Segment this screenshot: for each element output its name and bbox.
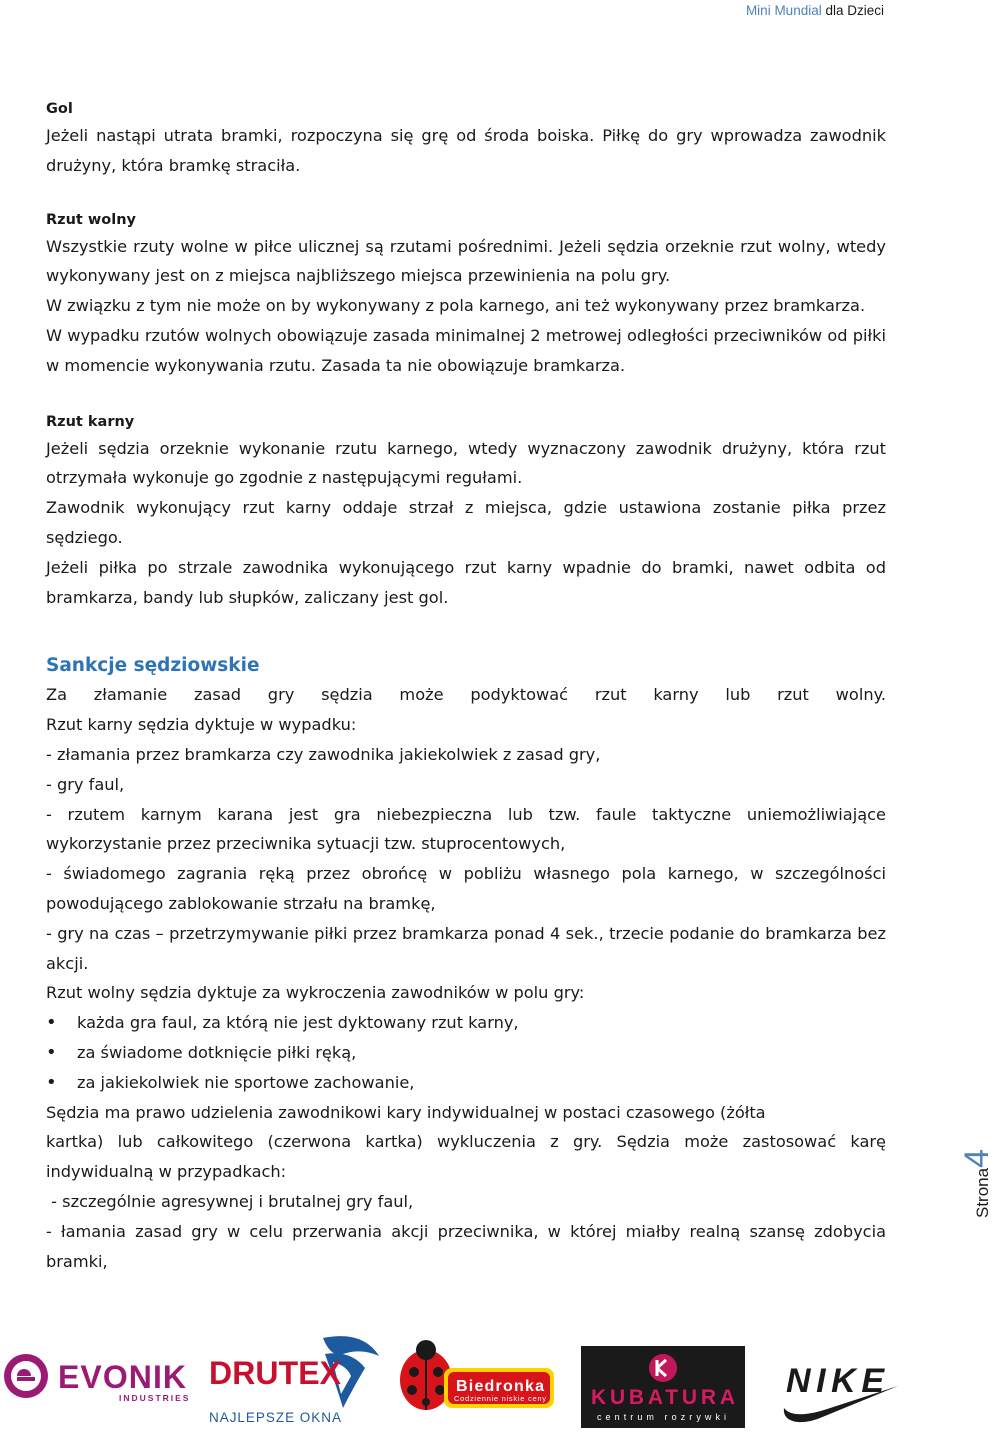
biedronka-tagline: Codziennie niskie ceny (454, 1394, 546, 1403)
heading-sankcje: Sankcje sędziowskie (46, 655, 260, 677)
paragraph-kary-line-1: Sędzia ma prawo udzielenia zawodnikowi kary indywidualnej w postaci czasowego (żółta (46, 1102, 766, 1122)
header-brand: Mini Mundial (745, 3, 822, 18)
paragraph-rzut-karny-1: Jeżeli sędzia orzeknie wykonanie rzutu karnego, wtedy wyznaczony zawodnik drużyny, która rzut otrzymała wykonuje go zgodnie z następującymi regułami. (46, 438, 886, 488)
biedronka-name: Biedronka (456, 1378, 544, 1395)
paragraph-gol: Jeżeli nastąpi utrata bramki, rozpoczyna się grę od środa boiska. Piłkę do gry wprowadza zawodnik drużyny, która bramkę straciła. (46, 126, 886, 175)
evonik-logo (2, 1350, 190, 1406)
paragraph-rzut-wolny-2: W związku z tym nie może on by wykonywany z pola karnego, ani też wykonywany przez bramkarza. (46, 296, 866, 316)
heading-rzut-karny: Rzut karny (46, 413, 135, 430)
paragraph-rzut-wolny-1: Wszystkie rzuty wolne w piłce ulicznej są rzutami pośrednimi. Jeżeli sędzia orzeknie rzut wolny, wtedy wykonywany jest on z miejsca najbliższego miejsca przewinienia na polu gry. (46, 236, 886, 286)
paragraph-rzut-karny-2: Zawodnik wykonujący rzut karny oddaje strzał z miejsca, gdzie ustawiona zostanie piłka przez sędziego. (46, 498, 886, 547)
kubatura-name: KUBATURA (591, 1386, 735, 1409)
sponsor-bar (0, 1322, 960, 1432)
bullet-item: • każda gra faul, za którą nie jest dyktowany rzut karny, (46, 1008, 886, 1038)
list-item: - rzutem karnym karana jest gra niebezpieczna lub tzw. faule taktyczne uniemożliwiające wykorzystanie przez przeciwnika sytuacji tzw. stuprocentowych, (46, 804, 886, 854)
drutex-logo (205, 1332, 385, 1428)
nike-name: NIKE (786, 1362, 884, 1400)
bullet-item: • za świadome dotknięcie piłki ręką, (46, 1038, 886, 1068)
heading-rzut-wolny: Rzut wolny (46, 211, 137, 228)
bullet-item: • za jakiekolwiek nie sportowe zachowanie, (46, 1068, 886, 1098)
paragraph-karny-lead: Rzut karny sędzia dyktuje w wypadku: (46, 715, 357, 735)
paragraph-rzut-karny-3: Jeżeli piłka po strzale zawodnika wykonującego rzut karny wpadnie do bramki, nawet odbita od bramkarza, bandy lub słupków, zaliczany jest gol. (46, 557, 886, 607)
paragraph-kary-line-2: kartka) lub całkowitego (czerwona kartka) wykluczenia z gry. Sędzia może zastosować karę indywidualną w przypadkach: (46, 1132, 886, 1182)
list-item: - łamania zasad gry w celu przerwania akcji przeciwnika, w której miałby realną szansę zdobycia bramki, (46, 1221, 886, 1271)
paragraph-wolny-lead: Rzut wolny sędzia dyktuje za wykroczenia zawodników w polu gry: (46, 983, 585, 1003)
biedronka-logo (396, 1332, 556, 1418)
evonik-name: EVONIK (58, 1359, 186, 1395)
list-item: - szczególnie agresywnej i brutalnej gry faul, (46, 1191, 414, 1211)
heading-gol: Gol (46, 101, 73, 117)
page-label: Strona (973, 1167, 992, 1218)
drutex-tagline: NAJLEPSZE OKNA (209, 1410, 341, 1425)
page-header (746, 3, 884, 18)
document-body (46, 98, 886, 1276)
paragraph-rzut-wolny-3: W wypadku rzutów wolnych obowiązuje zasada minimalnej 2 metrowej odległości przeciwników od piłki w momencie wykonywania rzutu. Zasada ta nie obowiązuje bramkarza. (46, 325, 886, 375)
kubatura-logo (581, 1346, 745, 1428)
list-item: - gry faul, (46, 774, 125, 794)
nike-logo (780, 1356, 900, 1430)
bullet-list (46, 1008, 886, 1097)
list-item: - gry na czas – przetrzymywanie piłki przez bramkarza ponad 4 sek., trzecie podanie do bramkarza bez akcji. (46, 923, 886, 973)
page-number: 4 (958, 1148, 996, 1168)
drutex-name: DRUTEX (209, 1355, 341, 1391)
evonik-sub: INDUSTRIES (119, 1393, 191, 1403)
list-item: - świadomego zagrania ręką przez obrońcę w pobliżu własnego pola karnego, w szczególności powodującego zablokowanie strzału na bramkę, (46, 864, 886, 913)
page-number-marker (920, 1148, 996, 1300)
kubatura-tagline: centrum rozrywki (597, 1412, 729, 1422)
list-item: - złamania przez bramkarza czy zawodnika jakiekolwiek z zasad gry, (46, 744, 601, 764)
paragraph-sankcje-intro: Za złamanie zasad gry sędzia może podyktować rzut karny lub rzut wolny. (46, 685, 886, 705)
header-suffix: dla Dzieci (821, 3, 884, 18)
